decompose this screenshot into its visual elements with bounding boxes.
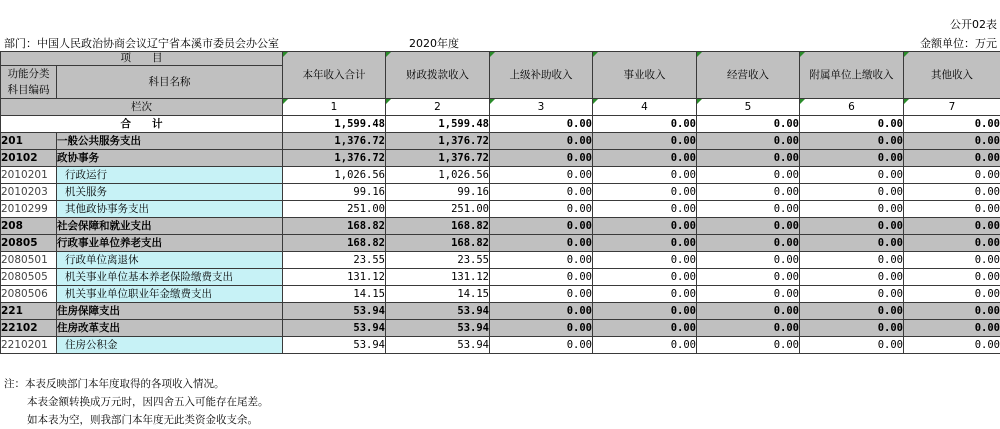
amount-cell: 168.82 (386, 218, 490, 235)
amount-cell: 0.00 (904, 286, 1000, 303)
amount-cell: 0.00 (490, 150, 593, 167)
subject-code: 208 (1, 218, 57, 235)
subject-code: 2010203 (1, 184, 57, 201)
serial-number: 4 (593, 99, 697, 116)
amount-cell: 0.00 (490, 235, 593, 252)
amount-cell: 0.00 (697, 235, 800, 252)
amount-cell: 53.94 (283, 337, 386, 354)
column-header: 本年收入合计 (283, 52, 386, 99)
amount-cell: 0.00 (490, 269, 593, 286)
amount-cell: 0.00 (697, 337, 800, 354)
amount-cell: 99.16 (386, 184, 490, 201)
amount-cell: 0.00 (800, 320, 904, 337)
amount-cell: 168.82 (386, 235, 490, 252)
note-line: 如本表为空，则我部门本年度无此类资金收支余。 (27, 414, 258, 426)
amount-cell: 0.00 (800, 133, 904, 150)
table-row (1, 133, 1000, 150)
amount-cell: 0.00 (697, 133, 800, 150)
serial-number: 3 (490, 99, 593, 116)
amount-cell: 0.00 (697, 252, 800, 269)
amount-cell: 0.00 (593, 184, 697, 201)
amount-cell: 0.00 (800, 269, 904, 286)
table-row (1, 167, 1000, 184)
amount-cell: 131.12 (283, 269, 386, 286)
amount-cell: 0.00 (490, 218, 593, 235)
amount-cell: 0.00 (904, 337, 1000, 354)
subject-name: 住房改革支出 (57, 320, 283, 337)
subject-name: 住房保障支出 (57, 303, 283, 320)
total-label: 合 计 (1, 116, 283, 133)
table-row (1, 201, 1000, 218)
amount-cell: 0.00 (800, 235, 904, 252)
table-row (1, 150, 1000, 167)
amount-cell: 0.00 (800, 201, 904, 218)
amount-cell: 53.94 (386, 303, 490, 320)
amount-cell: 0.00 (593, 337, 697, 354)
amount-cell: 14.15 (386, 286, 490, 303)
amount-cell: 0.00 (904, 320, 1000, 337)
amount-unit: 金额单位：万元 (920, 37, 997, 50)
amount-cell: 0.00 (697, 320, 800, 337)
column-header: 上级补助收入 (490, 52, 593, 99)
amount-cell: 0.00 (593, 286, 697, 303)
amount-cell: 0.00 (490, 184, 593, 201)
table-row (1, 303, 1000, 320)
amount-cell: 0.00 (904, 303, 1000, 320)
amount-cell: 0.00 (490, 201, 593, 218)
amount-cell: 53.94 (386, 320, 490, 337)
total-value: 0.00 (800, 116, 904, 133)
table-row (1, 337, 1000, 354)
subject-code: 2010299 (1, 201, 57, 218)
serial-number: 1 (283, 99, 386, 116)
amount-cell: 0.00 (593, 303, 697, 320)
amount-cell: 0.00 (800, 303, 904, 320)
amount-cell: 0.00 (697, 286, 800, 303)
amount-cell: 251.00 (386, 201, 490, 218)
subject-name: 住房公积金 (57, 337, 283, 354)
amount-cell: 14.15 (283, 286, 386, 303)
subject-code: 20102 (1, 150, 57, 167)
amount-cell: 0.00 (904, 167, 1000, 184)
amount-cell: 0.00 (800, 252, 904, 269)
column-header: 财政拨款收入 (386, 52, 490, 99)
note-line: 注：本表反映部门本年度取得的各项收入情况。 (4, 378, 225, 390)
column-header: 附属单位上缴收入 (800, 52, 904, 99)
subject-code: 221 (1, 303, 57, 320)
amount-cell: 0.00 (490, 133, 593, 150)
amount-cell: 0.00 (697, 218, 800, 235)
subject-code: 2010201 (1, 167, 57, 184)
table-row (1, 286, 1000, 303)
total-value: 0.00 (490, 116, 593, 133)
amount-cell: 0.00 (593, 218, 697, 235)
amount-cell: 0.00 (490, 167, 593, 184)
serial-number: 5 (697, 99, 800, 116)
column-header: 其他收入 (904, 52, 1000, 99)
amount-cell: 0.00 (800, 150, 904, 167)
subject-name: 社会保障和就业支出 (57, 218, 283, 235)
table-row (1, 320, 1000, 337)
amount-cell: 0.00 (904, 218, 1000, 235)
subject-code: 2080501 (1, 252, 57, 269)
amount-cell: 131.12 (386, 269, 490, 286)
amount-cell: 0.00 (904, 201, 1000, 218)
table-row (1, 235, 1000, 252)
amount-cell: 0.00 (593, 133, 697, 150)
total-value: 0.00 (593, 116, 697, 133)
report-meta-row (0, 37, 1000, 51)
subject-code: 2080505 (1, 269, 57, 286)
amount-cell: 0.00 (800, 337, 904, 354)
note-line: 本表金额转换成万元时，因四舍五入可能存在尾差。 (27, 396, 269, 408)
amount-cell: 0.00 (593, 201, 697, 218)
amount-cell: 99.16 (283, 184, 386, 201)
code-column-header: 功能分类 科目编码 (1, 66, 57, 99)
amount-cell: 53.94 (386, 337, 490, 354)
table-row (1, 269, 1000, 286)
amount-cell: 0.00 (800, 286, 904, 303)
amount-cell: 0.00 (697, 303, 800, 320)
amount-cell: 0.00 (904, 252, 1000, 269)
subject-name: 其他政协事务支出 (57, 201, 283, 218)
total-value: 0.00 (904, 116, 1000, 133)
amount-cell: 251.00 (283, 201, 386, 218)
item-group-header: 项 目 (1, 52, 283, 66)
amount-cell: 168.82 (283, 235, 386, 252)
amount-cell: 1,026.56 (283, 167, 386, 184)
serial-number: 2 (386, 99, 490, 116)
amount-cell: 53.94 (283, 303, 386, 320)
subject-code: 201 (1, 133, 57, 150)
amount-cell: 0.00 (904, 150, 1000, 167)
amount-cell: 0.00 (904, 269, 1000, 286)
amount-cell: 0.00 (593, 167, 697, 184)
column-header: 事业收入 (593, 52, 697, 99)
amount-cell: 23.55 (283, 252, 386, 269)
amount-cell: 0.00 (697, 167, 800, 184)
amount-cell: 0.00 (697, 184, 800, 201)
amount-cell: 0.00 (593, 269, 697, 286)
table-row (1, 184, 1000, 201)
table-row (1, 252, 1000, 269)
serial-number: 6 (800, 99, 904, 116)
amount-cell: 0.00 (593, 150, 697, 167)
subject-code: 2080506 (1, 286, 57, 303)
amount-cell: 0.00 (490, 337, 593, 354)
total-value: 1,599.48 (386, 116, 490, 133)
total-value: 1,599.48 (283, 116, 386, 133)
subject-code: 2210201 (1, 337, 57, 354)
total-value: 0.00 (697, 116, 800, 133)
amount-cell: 0.00 (697, 201, 800, 218)
subject-name: 机关服务 (57, 184, 283, 201)
amount-cell: 0.00 (800, 184, 904, 201)
report-year: 2020年度 (409, 37, 459, 50)
amount-cell: 0.00 (593, 252, 697, 269)
amount-cell: 1,376.72 (283, 133, 386, 150)
total-row (1, 116, 1000, 133)
subject-code: 22102 (1, 320, 57, 337)
income-table (0, 51, 1000, 354)
subject-name: 行政运行 (57, 167, 283, 184)
amount-cell: 0.00 (904, 235, 1000, 252)
amount-cell: 0.00 (697, 269, 800, 286)
form-code: 公开02表 (950, 18, 997, 31)
amount-cell: 168.82 (283, 218, 386, 235)
subject-name: 一般公共服务支出 (57, 133, 283, 150)
subject-name: 行政事业单位养老支出 (57, 235, 283, 252)
amount-cell: 1,376.72 (386, 150, 490, 167)
table-row (1, 218, 1000, 235)
department-label: 部门：中国人民政治协商会议辽宁省本溪市委员会办公室 (4, 37, 279, 50)
amount-cell: 1,376.72 (386, 133, 490, 150)
name-column-header: 科目名称 (57, 66, 283, 99)
column-header: 经营收入 (697, 52, 800, 99)
subject-code: 20805 (1, 235, 57, 252)
subject-name: 行政单位离退休 (57, 252, 283, 269)
amount-cell: 0.00 (593, 320, 697, 337)
subject-name: 政协事务 (57, 150, 283, 167)
amount-cell: 0.00 (904, 184, 1000, 201)
amount-cell: 0.00 (800, 167, 904, 184)
amount-cell: 1,376.72 (283, 150, 386, 167)
serial-number: 7 (904, 99, 1000, 116)
subject-name: 机关事业单位职业年金缴费支出 (57, 286, 283, 303)
subject-name: 机关事业单位基本养老保险缴费支出 (57, 269, 283, 286)
amount-cell: 0.00 (904, 133, 1000, 150)
amount-cell: 23.55 (386, 252, 490, 269)
amount-cell: 0.00 (490, 320, 593, 337)
amount-cell: 0.00 (490, 252, 593, 269)
amount-cell: 0.00 (490, 303, 593, 320)
amount-cell: 0.00 (593, 235, 697, 252)
serial-label: 栏次 (1, 99, 283, 116)
amount-cell: 0.00 (490, 286, 593, 303)
amount-cell: 0.00 (697, 150, 800, 167)
amount-cell: 1,026.56 (386, 167, 490, 184)
amount-cell: 0.00 (800, 218, 904, 235)
amount-cell: 53.94 (283, 320, 386, 337)
